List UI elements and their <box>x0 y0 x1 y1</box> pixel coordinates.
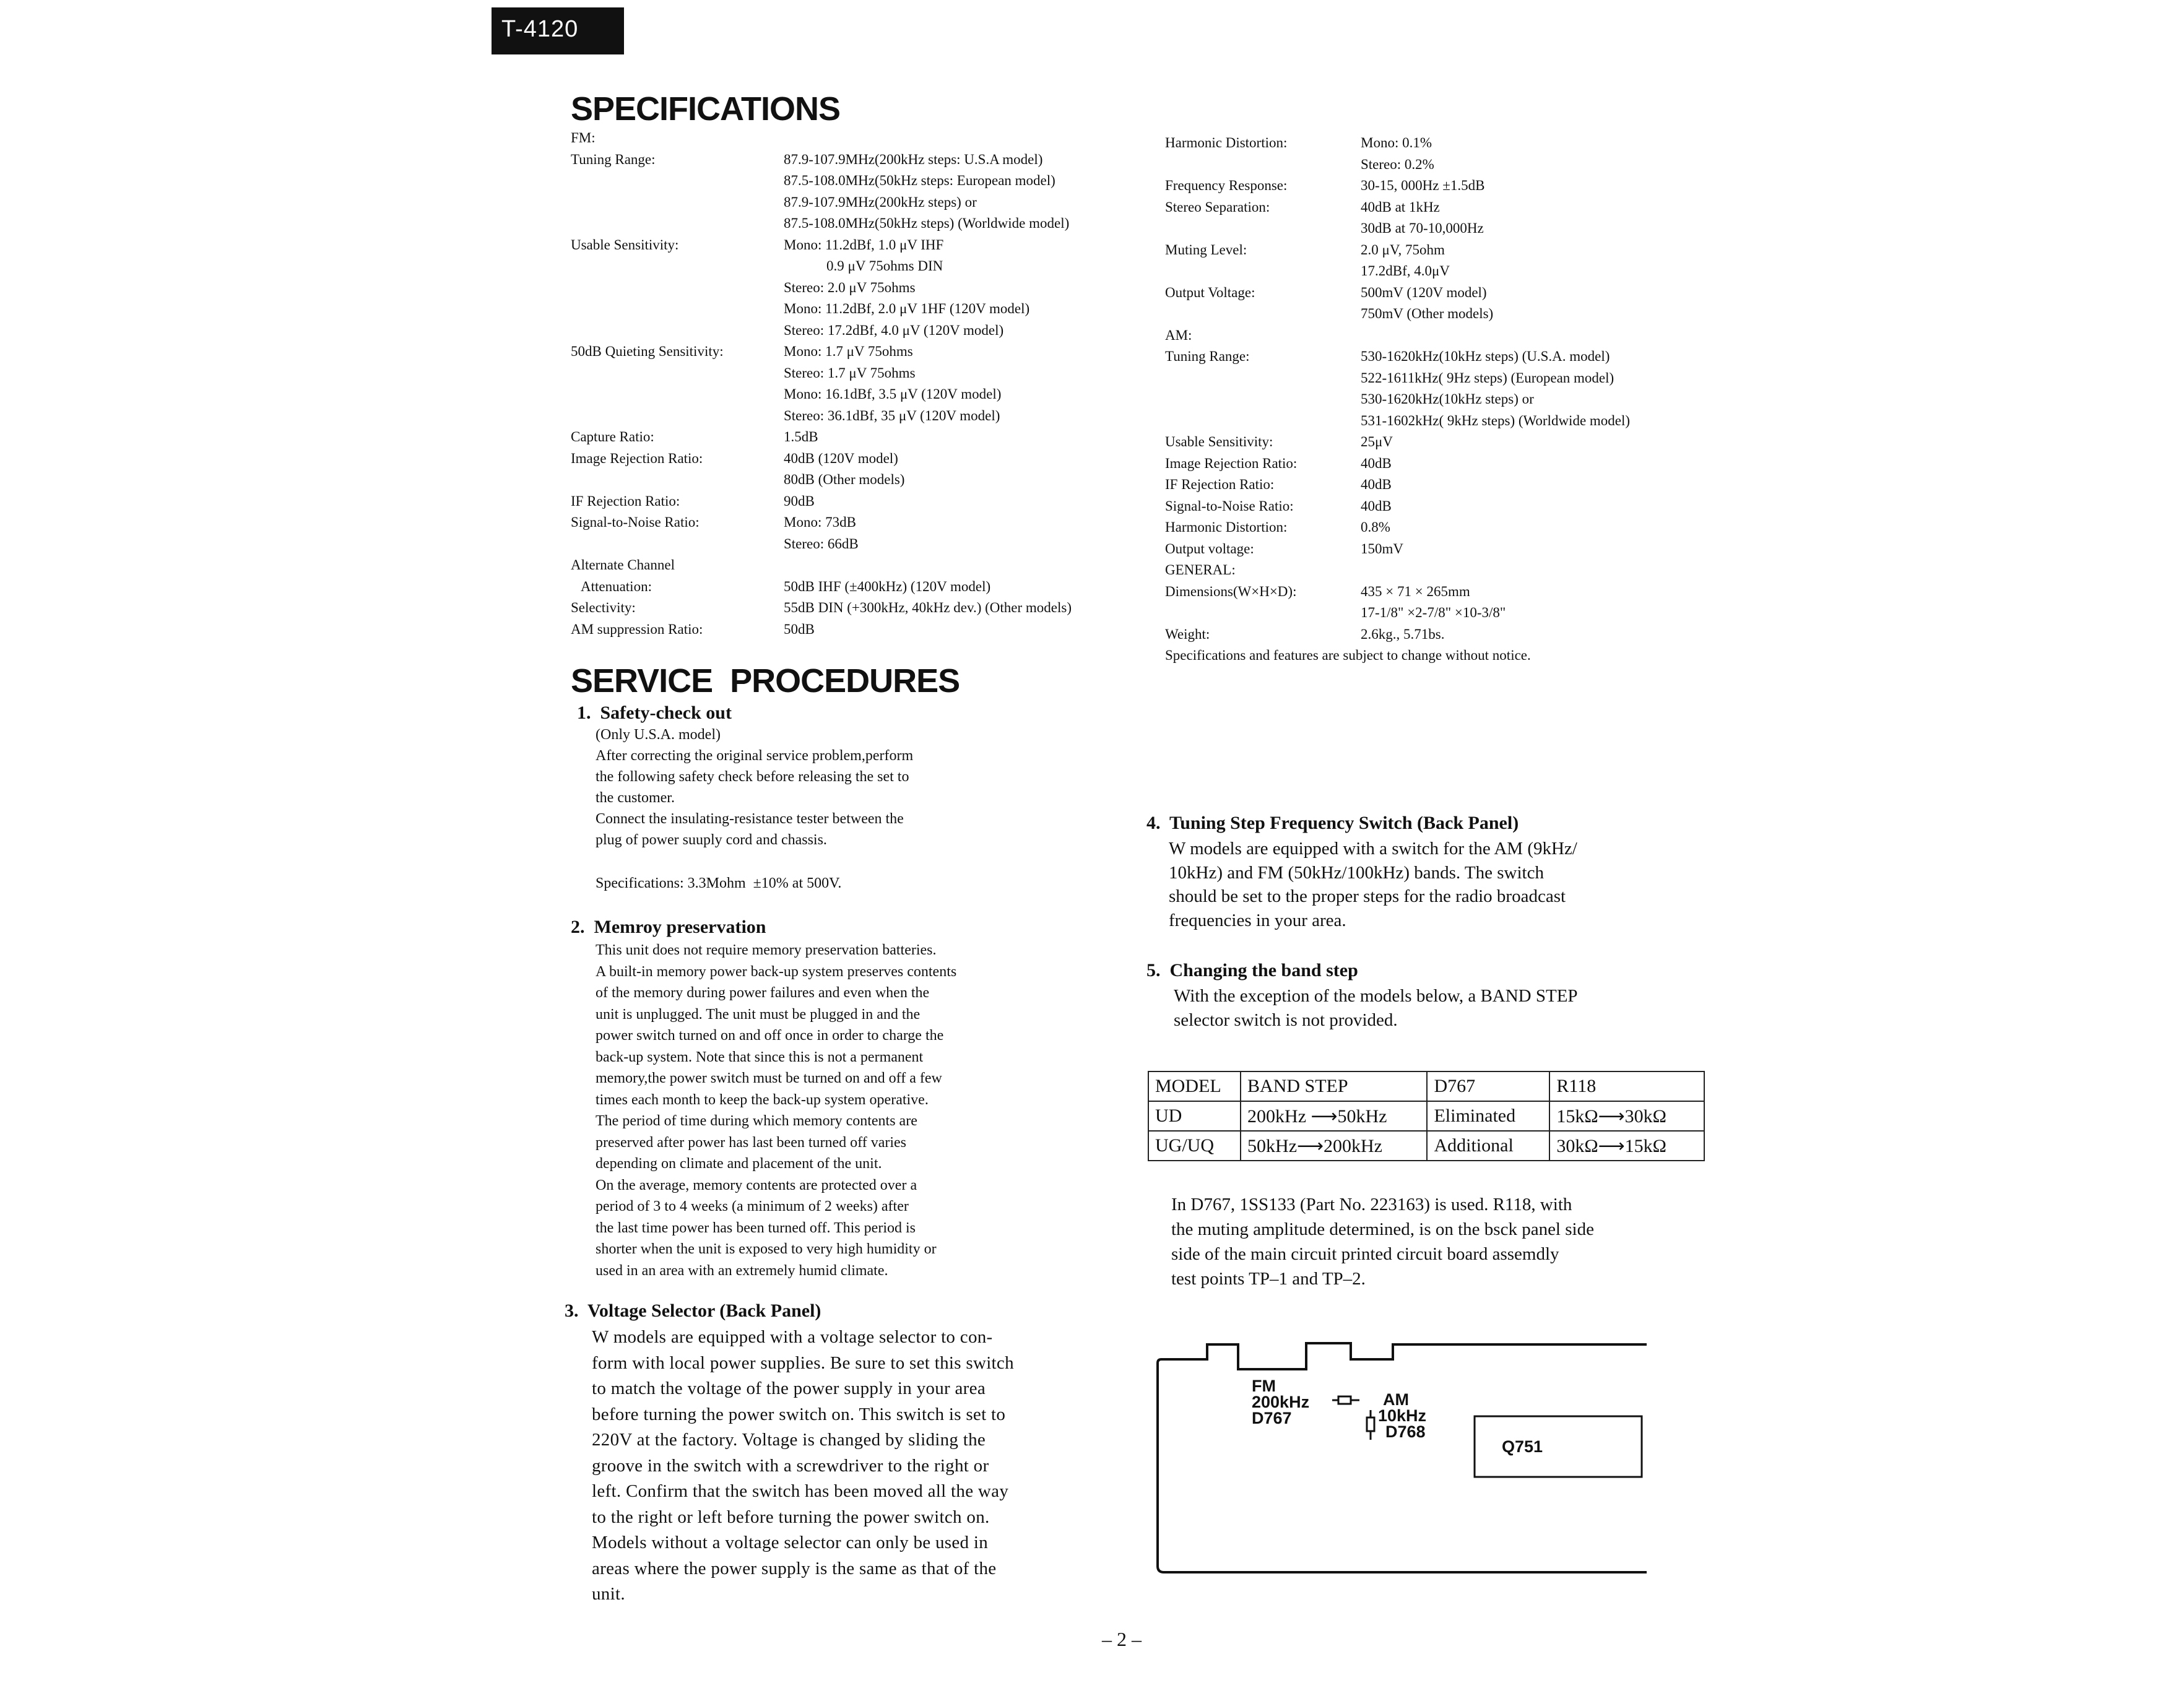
text-line: unit is unplugged. The unit must be plugged in and the <box>596 1006 921 1023</box>
spec-value: Stereo: 1.7 μV 75ohms <box>784 365 916 381</box>
spec-value: 50dB IHF (±400kHz) (120V model) <box>784 578 991 594</box>
spec-row <box>1165 240 1722 261</box>
spec-row <box>1165 581 1722 603</box>
d767-note <box>1171 1192 1594 1291</box>
section-5-text <box>1174 984 1578 1032</box>
spec-label: Stereo Separation: <box>1165 199 1270 215</box>
text-line: to match the voltage of the power supply in your area <box>592 1379 986 1398</box>
text-line: groove in the switch with a screwdriver to the right or <box>592 1455 989 1476</box>
spec-row <box>571 448 1159 470</box>
circuit-diagram <box>1151 1331 1659 1578</box>
table-header-row <box>1148 1071 1704 1101</box>
section-1-text <box>596 724 913 850</box>
text-line: shorter when the unit is exposed to very high humidity or <box>596 1241 937 1257</box>
spec-row <box>1165 261 1722 282</box>
text-line: frequencies in your area. <box>1169 910 1346 930</box>
spec-row <box>571 555 1159 576</box>
text-line: the muting amplitude determined, is on the bsck panel side <box>1171 1219 1594 1239</box>
section-4-text <box>1169 837 1577 932</box>
spec-row <box>571 576 1159 598</box>
spec-row <box>571 341 1159 363</box>
text-line: (Only U.S.A. model) <box>596 727 721 743</box>
spec-row <box>571 512 1159 534</box>
text-line: After correcting the original service problem,perform <box>596 748 914 764</box>
spec-value: 87.9-107.9MHz(200kHz steps: U.S.A model) <box>784 151 1043 167</box>
spec-row <box>571 192 1159 214</box>
q751-box <box>1475 1416 1642 1477</box>
spec-row <box>571 469 1159 491</box>
am-general-spec-table <box>1165 132 1722 645</box>
text-line: the following safety check before releasing the set to <box>596 769 909 785</box>
spec-value: 522-1611kHz( 9Hz steps) (European model) <box>1361 370 1614 386</box>
model-tab <box>492 7 624 54</box>
spec-label: Signal-to-Noise Ratio: <box>1165 498 1294 514</box>
text-line: the customer. <box>596 790 675 806</box>
section-2-text <box>596 940 956 1281</box>
spec-value: 750mV (Other models) <box>1361 306 1494 321</box>
spec-row <box>571 597 1159 619</box>
spec-label: Signal-to-Noise Ratio: <box>571 514 700 530</box>
table-cell: UD <box>1148 1101 1241 1131</box>
spec-row <box>1165 303 1722 325</box>
fm-label: FM <box>1252 1377 1276 1395</box>
fm-step-freq: 200kHz <box>1252 1393 1310 1411</box>
spec-value: 150mV <box>1361 540 1403 556</box>
text-line: 220V at the factory. Voltage is changed by sliding the <box>592 1430 986 1450</box>
table-cell: 30kΩ⟶15kΩ <box>1549 1131 1704 1161</box>
text-line: This unit does not require memory preservation batteries. <box>596 942 937 958</box>
text-line: 10kHz) and FM (50kHz/100kHz) bands. The switch <box>1169 862 1544 883</box>
text-line: Connect the insulating-resistance tester between the <box>596 811 904 827</box>
text-line: A built-in memory power back-up system preserves contents <box>596 963 957 980</box>
spec-row <box>571 320 1159 342</box>
table-cell: Eliminated <box>1427 1101 1549 1131</box>
spec-row <box>571 534 1159 555</box>
spec-row <box>571 491 1159 513</box>
page-number: – 2 – <box>1102 1628 1142 1650</box>
spec-value: 17.2dBf, 4.0μV <box>1361 263 1450 279</box>
spec-value: 2.6kg., 5.71bs. <box>1361 626 1445 642</box>
text-line: The period of time during which memory contents are <box>596 1113 917 1129</box>
spec-row <box>571 170 1159 192</box>
spec-row <box>571 298 1159 320</box>
spec-value: 87.9-107.9MHz(200kHz steps) or <box>784 194 977 210</box>
section-3-text <box>592 1325 1014 1608</box>
text-line: times each month to keep the back-up system operative. <box>596 1091 929 1108</box>
spec-value: 2.0 μV, 75ohm <box>1361 241 1445 258</box>
text-line: used in an area with an extremely humid climate. <box>596 1262 888 1279</box>
text-line: Models without a voltage selector can only be used in <box>592 1533 989 1552</box>
spec-row <box>1165 453 1722 475</box>
am-step-freq: 10kHz <box>1378 1406 1427 1425</box>
spec-label: Frequency Response: <box>1165 178 1288 193</box>
spec-row <box>1165 517 1722 539</box>
text-line: the last time power has been turned off. This period is <box>596 1219 916 1236</box>
header-d767: D767 <box>1427 1071 1549 1101</box>
text-line: to the right or left before turning the power switch on. <box>592 1507 990 1527</box>
spec-footnote: Specifications and features are subject to change without notice. <box>1165 647 1531 663</box>
spec-row <box>1165 154 1722 176</box>
spec-row <box>1165 410 1722 432</box>
spec-row <box>571 149 1159 171</box>
d767-diode-symbol <box>1332 1396 1359 1404</box>
text-line: W models are equipped with a voltage selector to con- <box>592 1327 993 1347</box>
text-line: memory,the power switch must be turned on and off a few <box>596 1070 942 1086</box>
spec-row <box>1165 389 1722 410</box>
spec-label: Harmonic Distortion: <box>1165 519 1288 535</box>
spec-value: Mono: 1.7 μV 75ohms <box>784 344 913 359</box>
text-line: of the memory during power failures and even when the <box>596 985 930 1001</box>
spec-label: GENERAL: <box>1165 562 1236 578</box>
text-line: test points TP–1 and TP–2. <box>1171 1269 1366 1289</box>
spec-row <box>571 363 1159 384</box>
spec-label: Output voltage: <box>1165 540 1254 556</box>
am-label: AM <box>1383 1390 1409 1409</box>
spec-label: Muting Level: <box>1165 241 1247 258</box>
spec-row <box>1165 197 1722 219</box>
text-line: back-up system. Note that since this is not a permanent <box>596 1049 924 1065</box>
spec-row <box>571 256 1159 277</box>
specifications-heading: SPECIFICATIONS <box>571 90 841 128</box>
spec-value: 55dB DIN (+300kHz, 40kHz dev.) (Other models) <box>784 600 1072 615</box>
spec-row <box>1165 368 1722 389</box>
spec-row <box>571 128 1159 149</box>
text-line: plug of power suuply cord and chassis. <box>596 832 827 848</box>
spec-value: 40dB <box>1361 455 1392 471</box>
spec-row <box>571 277 1159 299</box>
spec-row <box>1165 474 1722 496</box>
spec-row <box>1165 218 1722 240</box>
spec-label: Tuning Range: <box>571 151 656 167</box>
spec-value: Stereo: 36.1dBf, 35 μV (120V model) <box>784 407 1000 423</box>
spec-value: 40dB <box>1361 477 1392 492</box>
band-step-table-wrap <box>1148 1071 1705 1161</box>
spec-value: 17-1/8" ×2-7/8" ×10-3/8" <box>1361 605 1506 620</box>
table-cell: 50kHz⟶200kHz <box>1241 1131 1427 1161</box>
spec-label: IF Rejection Ratio: <box>571 493 680 509</box>
spec-row <box>1165 282 1722 304</box>
text-line: In D767, 1SS133 (Part No. 223163) is used. R118, with <box>1171 1195 1572 1214</box>
d768-diode-symbol <box>1367 1410 1374 1440</box>
text-line: left. Confirm that the switch has been moved all the way <box>592 1481 1009 1501</box>
pcb-outline <box>1158 1343 1647 1572</box>
spec-value: Stereo: 66dB <box>784 535 859 552</box>
spec-value: 40dB (120V model) <box>784 450 898 466</box>
section-1-title: 1. Safety-check out <box>577 703 732 723</box>
text-line: unit. <box>592 1584 625 1604</box>
text-line: side of the main circuit printed circuit board assemdly <box>1171 1244 1559 1264</box>
spec-value: 25μV <box>1361 434 1393 449</box>
fm-spec-table <box>571 128 1159 640</box>
spec-row <box>571 426 1159 448</box>
spec-value: 1.5dB <box>784 429 818 444</box>
header-band-step: BAND STEP <box>1241 1071 1427 1101</box>
spec-label: 50dB Quieting Sensitivity: <box>571 344 724 359</box>
spec-label: Usable Sensitivity: <box>571 236 679 253</box>
spec-label: Attenuation: <box>571 578 652 594</box>
text-line: selector switch is not provided. <box>1174 1010 1398 1030</box>
spec-value: Stereo: 0.2% <box>1361 156 1434 172</box>
q751-label: Q751 <box>1502 1437 1543 1456</box>
spec-value: 40dB <box>1361 498 1392 514</box>
text-line: preserved after power has last been turned off varies <box>596 1134 907 1151</box>
d767-label: D767 <box>1252 1409 1292 1427</box>
spec-label: AM suppression Ratio: <box>571 621 703 637</box>
text-line: should be set to the proper steps for the radio broadcast <box>1169 886 1566 906</box>
text-line: W models are equipped with a switch for the AM (9kHz/ <box>1169 839 1577 859</box>
service-procedures-heading: SERVICE PROCEDURES <box>571 662 960 699</box>
section-3-title: 3. Voltage Selector (Back Panel) <box>565 1301 821 1321</box>
spec-label: Image Rejection Ratio: <box>1165 455 1298 471</box>
header-model: MODEL <box>1148 1071 1241 1101</box>
spec-label: Dimensions(W×H×D): <box>1165 583 1297 599</box>
spec-row <box>1165 624 1722 646</box>
section-4-title: 4. Tuning Step Frequency Switch (Back Panel) <box>1146 813 1519 833</box>
text-line: depending on climate and placement of the unit. <box>596 1156 882 1172</box>
spec-value: 50dB <box>784 621 815 637</box>
text-line: before turning the power switch on. This switch is set to <box>592 1404 1006 1424</box>
spec-label: Alternate Channel <box>571 557 675 573</box>
spec-label: Capture Ratio: <box>571 429 654 444</box>
spec-label: Selectivity: <box>571 600 636 615</box>
spec-value: 87.5-108.0MHz(50kHz steps: European model) <box>784 173 1055 188</box>
spec-row <box>1165 602 1722 624</box>
spec-row <box>1165 560 1722 581</box>
spec-label: Weight: <box>1165 626 1210 642</box>
spec-value: Mono: 73dB <box>784 514 856 530</box>
spec-value: Stereo: 17.2dBf, 4.0 μV (120V model) <box>784 322 1004 338</box>
table-cell: UG/UQ <box>1148 1131 1241 1161</box>
spec-value: 435 × 71 × 265mm <box>1361 583 1470 599</box>
spec-label: FM: <box>571 130 596 145</box>
section-2-title: 2. Memroy preservation <box>571 917 766 937</box>
spec-value: 30-15, 000Hz ±1.5dB <box>1361 178 1485 193</box>
spec-row <box>571 405 1159 427</box>
spec-row <box>571 235 1159 256</box>
spec-label: Harmonic Distortion: <box>1165 135 1288 150</box>
spec-row <box>1165 496 1722 517</box>
spec-label: AM: <box>1165 327 1192 343</box>
spec-row <box>1165 431 1722 453</box>
spec-row <box>1165 539 1722 560</box>
spec-value: 90dB <box>784 493 815 509</box>
section-1-spec: Specifications: 3.3Mohm ±10% at 500V. <box>596 875 842 891</box>
spec-row <box>1165 175 1722 197</box>
section-5-title: 5. Changing the band step <box>1146 960 1358 980</box>
spec-label: Usable Sensitivity: <box>1165 434 1273 449</box>
spec-value: 530-1620kHz(10kHz steps) (U.S.A. model) <box>1361 348 1610 364</box>
spec-value: Mono: 0.1% <box>1361 135 1432 150</box>
d768-label: D768 <box>1385 1422 1426 1441</box>
spec-value: Stereo: 2.0 μV 75ohms <box>784 279 916 295</box>
spec-value: 531-1602kHz( 9kHz steps) (Worldwide model) <box>1361 412 1631 428</box>
spec-value: 0.9 μV 75ohms DIN <box>784 258 943 274</box>
band-step-table <box>1148 1071 1705 1161</box>
spec-value: 30dB at 70-10,000Hz <box>1361 220 1484 236</box>
spec-row <box>571 213 1159 235</box>
spec-value: Mono: 11.2dBf, 1.0 μV IHF <box>784 236 944 253</box>
spec-row <box>571 619 1159 641</box>
spec-label: Image Rejection Ratio: <box>571 450 703 466</box>
model-tab-label: T-4120 <box>501 16 579 42</box>
table-row <box>1148 1101 1704 1131</box>
spec-row <box>1165 325 1722 347</box>
spec-value: 500mV (120V model) <box>1361 284 1487 300</box>
spec-row <box>1165 132 1722 154</box>
table-cell: 200kHz ⟶50kHz <box>1241 1101 1427 1131</box>
spec-label: Output Voltage: <box>1165 284 1255 300</box>
text-line: On the average, memory contents are protected over a <box>596 1177 917 1193</box>
text-line: power switch turned on and off once in order to charge the <box>596 1028 944 1044</box>
spec-value: 40dB at 1kHz <box>1361 199 1440 215</box>
table-row <box>1148 1131 1704 1161</box>
text-line: period of 3 to 4 weeks (a minimum of 2 weeks) after <box>596 1198 909 1214</box>
table-cell: 15kΩ⟶30kΩ <box>1549 1101 1704 1131</box>
table-cell: Additional <box>1427 1131 1549 1161</box>
spec-value: 530-1620kHz(10kHz steps) or <box>1361 391 1534 407</box>
spec-value: 80dB (Other models) <box>784 472 905 487</box>
spec-label: IF Rejection Ratio: <box>1165 477 1275 492</box>
text-line: areas where the power supply is the same as that of the <box>592 1558 997 1578</box>
spec-row <box>571 384 1159 405</box>
header-r118: R118 <box>1549 1071 1704 1101</box>
text-line: With the exception of the models below, a BAND STEP <box>1174 986 1578 1006</box>
text-line: form with local power supplies. Be sure to set this switch <box>592 1353 1014 1373</box>
spec-value: Mono: 16.1dBf, 3.5 μV (120V model) <box>784 386 1002 402</box>
spec-label: Tuning Range: <box>1165 348 1250 364</box>
spec-row <box>1165 346 1722 368</box>
spec-value: 0.8% <box>1361 519 1390 535</box>
spec-value: 87.5-108.0MHz(50kHz steps) (Worldwide model) <box>784 215 1070 231</box>
spec-value: Mono: 11.2dBf, 2.0 μV 1HF (120V model) <box>784 301 1030 316</box>
